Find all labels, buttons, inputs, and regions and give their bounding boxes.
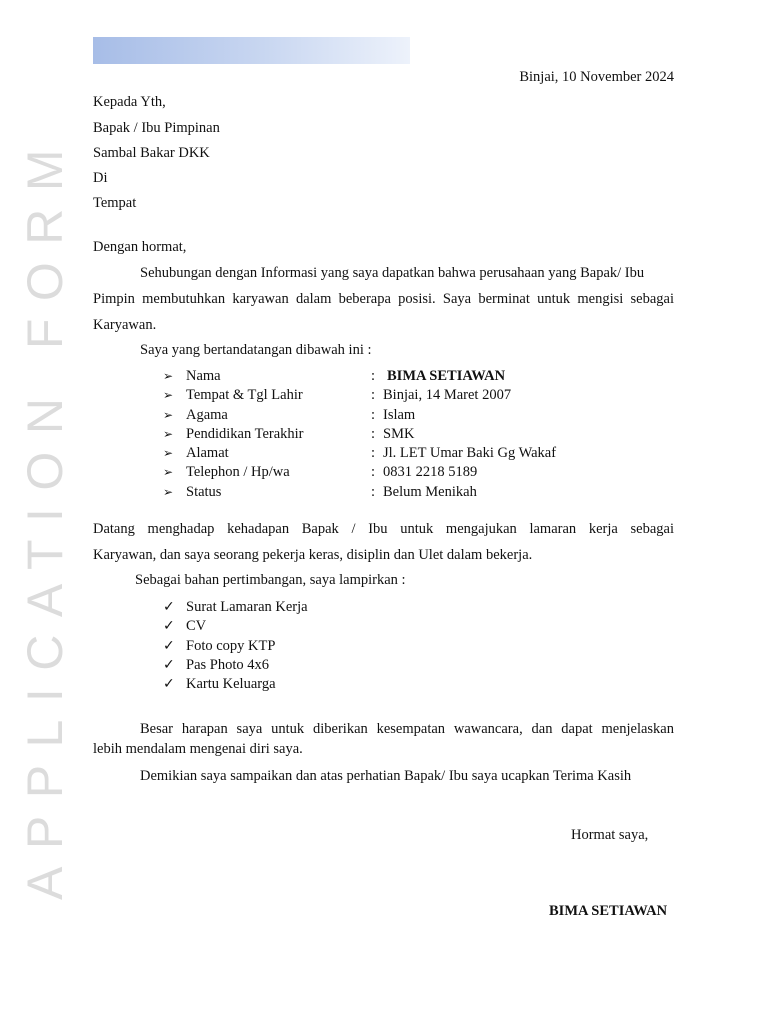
statement-line: Karyawan, dan saya seorang pekerja keras, disiplin dan Ulet dalam bekerja. xyxy=(93,547,533,563)
arrow-bullet-icon: ➢ xyxy=(163,484,174,499)
attachment-label: Pas Photo 4x6 xyxy=(186,656,269,673)
recipient-line: Di xyxy=(93,170,108,186)
detail-label: Agama xyxy=(186,406,228,423)
attachment-label: CV xyxy=(186,618,207,635)
detail-colon: : xyxy=(371,445,376,462)
detail-colon: : xyxy=(371,406,376,423)
detail-label: Alamat xyxy=(186,445,229,462)
detail-colon: : xyxy=(371,368,376,384)
detail-colon: : xyxy=(371,483,376,500)
checkmark-icon: ✓ xyxy=(163,656,175,673)
closing-line: Demikian saya sampaikan dan atas perhatian Bapak/ Ibu saya ucapkan Terima Kasih xyxy=(140,768,632,784)
detail-label: Pendidikan Terakhir xyxy=(186,425,304,442)
detail-value: Binjai, 14 Maret 2007 xyxy=(383,387,512,404)
hope-paragraph-line: Besar harapan saya untuk diberikan kesempatan wawancara, dan dapat menjelaskan xyxy=(140,721,674,737)
signer-intro: Saya yang bertandatangan dibawah ini : xyxy=(140,342,372,358)
intro-paragraph-line: Karyawan. xyxy=(93,317,157,333)
arrow-bullet-icon: ➢ xyxy=(163,446,174,461)
greeting: Dengan hormat, xyxy=(93,239,187,255)
recipient-line: Kepada Yth, xyxy=(93,94,166,110)
detail-label: Status xyxy=(186,483,222,500)
checkmark-icon: ✓ xyxy=(163,637,175,654)
header-gradient-bar xyxy=(93,37,410,64)
attachments-intro: Sebagai bahan pertimbangan, saya lampirkan : xyxy=(135,572,406,588)
detail-label: Telephon / Hp/wa xyxy=(186,464,290,481)
detail-value: Islam xyxy=(383,406,416,423)
recipient-line: Bapak / Ibu Pimpinan xyxy=(93,120,220,136)
intro-paragraph-line: Pimpin membutuhkan karyawan dalam beberapa posisi. Saya berminat untuk mengisi sebagai xyxy=(93,291,674,307)
arrow-bullet-icon: ➢ xyxy=(163,369,174,383)
detail-label: Tempat & Tgl Lahir xyxy=(186,387,303,404)
checkmark-icon: ✓ xyxy=(163,618,175,635)
detail-value: Belum Menikah xyxy=(383,483,477,500)
detail-value: 0831 2218 5189 xyxy=(383,464,478,481)
detail-label: Nama xyxy=(186,368,221,384)
recipient-line: Tempat xyxy=(93,195,137,211)
detail-colon: : xyxy=(371,425,376,442)
checkmark-icon: ✓ xyxy=(163,599,175,615)
arrow-bullet-icon: ➢ xyxy=(163,426,174,441)
attachment-label: Kartu Keluarga xyxy=(186,676,276,693)
detail-value: Jl. LET Umar Baki Gg Wakaf xyxy=(383,445,557,462)
side-watermark-label: APPLICATION FORM xyxy=(17,131,73,900)
detail-colon: : xyxy=(371,387,376,404)
sign-off: Hormat saya, xyxy=(571,827,649,843)
letter-date: Binjai, 10 November 2024 xyxy=(519,69,674,85)
detail-colon: : xyxy=(371,464,376,481)
detail-value: BIMA SETIAWAN xyxy=(387,368,506,384)
arrow-bullet-icon: ➢ xyxy=(163,388,174,403)
intro-paragraph-line: Sehubungan dengan Informasi yang saya dapatkan bahwa perusahaan yang Bapak/ Ibu xyxy=(140,265,645,281)
attachment-label: Foto copy KTP xyxy=(186,637,276,654)
arrow-bullet-icon: ➢ xyxy=(163,407,174,422)
checkmark-icon: ✓ xyxy=(163,676,175,693)
hope-paragraph-line: lebih mendalam mengenai diri saya. xyxy=(93,741,303,757)
signature-name: BIMA SETIAWAN xyxy=(549,903,668,919)
statement-line: Datang menghadap kehadapan Bapak / Ibu untuk mengajukan lamaran kerja sebagai xyxy=(93,521,674,537)
arrow-bullet-icon: ➢ xyxy=(163,465,174,480)
attachment-label: Surat Lamaran Kerja xyxy=(186,599,308,615)
detail-value: SMK xyxy=(383,425,415,442)
recipient-line: Sambal Bakar DKK xyxy=(93,145,210,161)
